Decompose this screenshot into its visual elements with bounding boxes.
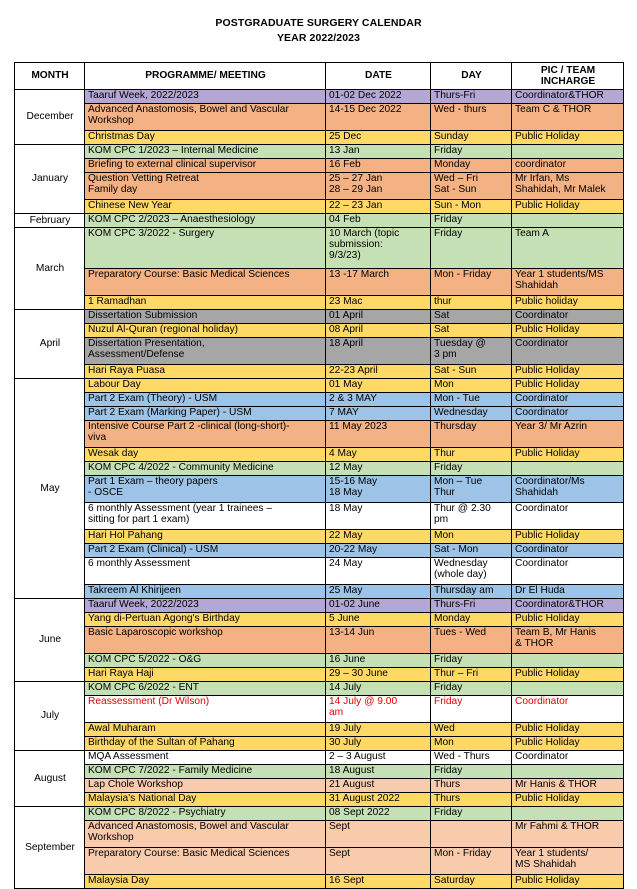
day-cell: Wednesday (whole day): [431, 558, 512, 585]
table-row: [15, 807, 624, 821]
table-row: [15, 530, 624, 544]
table-row: [15, 793, 624, 807]
date-cell: 18 April: [326, 338, 431, 365]
table-row: [15, 627, 624, 654]
table-row: [15, 393, 624, 407]
programme-cell: Dissertation Presentation, Assessment/Defense: [85, 338, 326, 365]
day-cell: Mon – Tue Thur: [431, 476, 512, 503]
programme-cell: Reassessment (Dr Wilson): [85, 696, 326, 723]
pic-cell: Mr Hanis & THOR: [512, 779, 624, 793]
table-row: [15, 751, 624, 765]
day-cell: Sunday: [431, 131, 512, 145]
month-cell: December: [15, 90, 85, 145]
pic-cell: Coordinator: [512, 310, 624, 324]
programme-cell: Taaruf Week, 2022/2023: [85, 90, 326, 104]
calendar-body: [15, 90, 624, 889]
programme-cell: Lap Chole Workshop: [85, 779, 326, 793]
pic-cell: [512, 765, 624, 779]
day-cell: Thur: [431, 448, 512, 462]
month-cell: May: [15, 379, 85, 599]
table-row: [15, 654, 624, 668]
pic-cell: [512, 654, 624, 668]
date-cell: 13 -17 March: [326, 269, 431, 296]
day-cell: Mon: [431, 530, 512, 544]
programme-cell: KOM CPC 4/2022 - Community Medicine: [85, 462, 326, 476]
date-cell: 10 March (topic submission: 9/3/23): [326, 228, 431, 269]
table-row: [15, 599, 624, 613]
day-cell: Sun - Mon: [431, 200, 512, 214]
date-cell: 23 Mac: [326, 296, 431, 310]
pic-cell: Public Holiday: [512, 737, 624, 751]
table-row: [15, 228, 624, 269]
date-cell: 2 & 3 MAY: [326, 393, 431, 407]
programme-cell: 6 monthly Assessment: [85, 558, 326, 585]
day-cell: Mon - Tue: [431, 393, 512, 407]
table-row: [15, 296, 624, 310]
date-cell: 08 April: [326, 324, 431, 338]
day-cell: Friday: [431, 228, 512, 269]
day-cell: Mon - Friday: [431, 269, 512, 296]
programme-cell: Advanced Anastomosis, Bowel and Vascular Workshop: [85, 104, 326, 131]
day-cell: Friday: [431, 654, 512, 668]
day-cell: Friday: [431, 807, 512, 821]
pic-cell: Mr Fahmi & THOR: [512, 821, 624, 848]
programme-cell: Birthday of the Sultan of Pahang: [85, 737, 326, 751]
day-cell: Mon: [431, 379, 512, 393]
pic-cell: [512, 462, 624, 476]
programme-cell: Awal Muharam: [85, 723, 326, 737]
pic-cell: Public Holiday: [512, 448, 624, 462]
day-cell: Mon - Friday: [431, 848, 512, 875]
programme-cell: Question Vetting Retreat Family day: [85, 173, 326, 200]
header-programme: PROGRAMME/ MEETING: [85, 63, 326, 90]
table-row: [15, 682, 624, 696]
date-cell: 14 July @ 9.00 am: [326, 696, 431, 723]
pic-cell: coordinator: [512, 159, 624, 173]
table-row: [15, 407, 624, 421]
day-cell: Thur @ 2.30 pm: [431, 503, 512, 530]
pic-cell: Public Holiday: [512, 530, 624, 544]
pic-cell: [512, 145, 624, 159]
date-cell: 12 May: [326, 462, 431, 476]
day-cell: Thur – Fri: [431, 668, 512, 682]
programme-cell: Hari Raya Haji: [85, 668, 326, 682]
pic-cell: Year 1 students/MS Shahidah: [512, 269, 624, 296]
pic-cell: Coordinator/Ms Shahidah: [512, 476, 624, 503]
programme-cell: Basic Laparoscopic workshop: [85, 627, 326, 654]
pic-cell: Public Holiday: [512, 131, 624, 145]
programme-cell: Taaruf Week, 2022/2023: [85, 599, 326, 613]
date-cell: 7 MAY: [326, 407, 431, 421]
day-cell: Friday: [431, 214, 512, 228]
programme-cell: Preparatory Course: Basic Medical Sciences: [85, 848, 326, 875]
table-row: [15, 585, 624, 599]
day-cell: Sat: [431, 324, 512, 338]
programme-cell: Malaysia's National Day: [85, 793, 326, 807]
date-cell: 16 Sept: [326, 875, 431, 889]
pic-cell: Public Holiday: [512, 793, 624, 807]
table-row: [15, 145, 624, 159]
date-cell: 18 August: [326, 765, 431, 779]
pic-cell: Coordinator&THOR: [512, 90, 624, 104]
pic-cell: Coordinator: [512, 393, 624, 407]
table-row: [15, 365, 624, 379]
pic-cell: Year 3/ Mr Azrin: [512, 421, 624, 448]
date-cell: 04 Feb: [326, 214, 431, 228]
date-cell: 22-23 April: [326, 365, 431, 379]
programme-cell: Advanced Anastomosis, Bowel and Vascular Workshop: [85, 821, 326, 848]
date-cell: 24 May: [326, 558, 431, 585]
table-row: [15, 200, 624, 214]
month-cell: January: [15, 145, 85, 214]
pic-cell: Coordinator: [512, 696, 624, 723]
programme-cell: KOM CPC 6/2022 - ENT: [85, 682, 326, 696]
day-cell: Tues - Wed: [431, 627, 512, 654]
pic-cell: Public holiday: [512, 296, 624, 310]
table-row: [15, 779, 624, 793]
header-month: MONTH: [15, 63, 85, 90]
programme-cell: KOM CPC 7/2022 - Family Medicine: [85, 765, 326, 779]
programme-cell: Malaysia Day: [85, 875, 326, 889]
date-cell: 01-02 Dec 2022: [326, 90, 431, 104]
date-cell: 16 Feb: [326, 159, 431, 173]
programme-cell: Briefing to external clinical supervisor: [85, 159, 326, 173]
month-cell: August: [15, 751, 85, 807]
pic-cell: Team B, Mr Hanis & THOR: [512, 627, 624, 654]
programme-cell: Dissertation Submission: [85, 310, 326, 324]
pic-cell: Public Holiday: [512, 200, 624, 214]
date-cell: 25 Dec: [326, 131, 431, 145]
date-cell: 14-15 Dec 2022: [326, 104, 431, 131]
day-cell: Thurs-Fri: [431, 90, 512, 104]
date-cell: 16 June: [326, 654, 431, 668]
programme-cell: Part 2 Exam (Clinical) - USM: [85, 544, 326, 558]
date-cell: 22 May: [326, 530, 431, 544]
day-cell: Friday: [431, 696, 512, 723]
table-row: [15, 131, 624, 145]
programme-cell: MQA Assessment: [85, 751, 326, 765]
day-cell: Friday: [431, 145, 512, 159]
programme-cell: Preparatory Course: Basic Medical Sciences: [85, 269, 326, 296]
date-cell: 08 Sept 2022: [326, 807, 431, 821]
date-cell: 25 May: [326, 585, 431, 599]
table-row: [15, 765, 624, 779]
programme-cell: Intensive Course Part 2 -clinical (long-short)- viva: [85, 421, 326, 448]
date-cell: 25 – 27 Jan 28 – 29 Jan: [326, 173, 431, 200]
pic-cell: Public Holiday: [512, 723, 624, 737]
day-cell: Mon: [431, 737, 512, 751]
table-row: [15, 821, 624, 848]
programme-cell: Part 1 Exam – theory papers - OSCE: [85, 476, 326, 503]
date-cell: 21 August: [326, 779, 431, 793]
table-row: [15, 379, 624, 393]
date-cell: Sept: [326, 821, 431, 848]
table-row: [15, 875, 624, 889]
date-cell: 13 Jan: [326, 145, 431, 159]
pic-cell: Public Holiday: [512, 668, 624, 682]
calendar-year: YEAR 2022/2023: [276, 32, 361, 44]
pic-cell: [512, 214, 624, 228]
day-cell: Thurs-Fri: [431, 599, 512, 613]
table-row: [15, 448, 624, 462]
table-row: [15, 476, 624, 503]
date-cell: 18 May: [326, 503, 431, 530]
header-date: DATE: [326, 63, 431, 90]
header-day: DAY: [431, 63, 512, 90]
day-cell: Monday: [431, 613, 512, 627]
programme-cell: Hari Raya Puasa: [85, 365, 326, 379]
programme-cell: Hari Hol Pahang: [85, 530, 326, 544]
date-cell: 19 July: [326, 723, 431, 737]
day-cell: Friday: [431, 765, 512, 779]
pic-cell: Team A: [512, 228, 624, 269]
programme-cell: Part 2 Exam (Marking Paper) - USM: [85, 407, 326, 421]
date-cell: Sept: [326, 848, 431, 875]
pic-cell: Coordinator: [512, 338, 624, 365]
pic-cell: Team C & THOR: [512, 104, 624, 131]
programme-cell: KOM CPC 5/2022 - O&G: [85, 654, 326, 668]
programme-cell: Yang di-Pertuan Agong's Birthday: [85, 613, 326, 627]
date-cell: 30 July: [326, 737, 431, 751]
day-cell: Sat: [431, 310, 512, 324]
programme-cell: Part 2 Exam (Theory) - USM: [85, 393, 326, 407]
date-cell: 22 – 23 Jan: [326, 200, 431, 214]
programme-cell: Christmas Day: [85, 131, 326, 145]
table-row: [15, 668, 624, 682]
day-cell: Wed - thurs: [431, 104, 512, 131]
pic-cell: Coordinator: [512, 751, 624, 765]
day-cell: Sat - Mon: [431, 544, 512, 558]
header-pic: PIC / TEAM INCHARGE: [512, 63, 624, 90]
table-row: [15, 848, 624, 875]
pic-cell: Public Holiday: [512, 875, 624, 889]
date-cell: 11 May 2023: [326, 421, 431, 448]
day-cell: Monday: [431, 159, 512, 173]
month-cell: September: [15, 807, 85, 889]
pic-cell: Mr Irfan, Ms Shahidah, Mr Malek: [512, 173, 624, 200]
table-row: [15, 338, 624, 365]
table-row: [15, 90, 624, 104]
day-cell: Tuesday @ 3 pm: [431, 338, 512, 365]
date-cell: 20-22 May: [326, 544, 431, 558]
day-cell: Friday: [431, 682, 512, 696]
table-row: [15, 173, 624, 200]
day-cell: [431, 821, 512, 848]
table-row: [15, 503, 624, 530]
date-cell: 31 August 2022: [326, 793, 431, 807]
date-cell: 5 June: [326, 613, 431, 627]
header-row: [15, 63, 624, 90]
table-row: [15, 558, 624, 585]
date-cell: 29 – 30 June: [326, 668, 431, 682]
programme-cell: 1 Ramadhan: [85, 296, 326, 310]
table-row: [15, 462, 624, 476]
programme-cell: KOM CPC 1/2023 – Internal Medicine: [85, 145, 326, 159]
pic-cell: Public Holiday: [512, 365, 624, 379]
pic-cell: [512, 807, 624, 821]
table-row: [15, 723, 624, 737]
pic-cell: [512, 682, 624, 696]
date-cell: 01-02 June: [326, 599, 431, 613]
day-cell: Saturday: [431, 875, 512, 889]
table-row: [15, 544, 624, 558]
date-cell: 4 May: [326, 448, 431, 462]
day-cell: Thursday: [431, 421, 512, 448]
pic-cell: Coordinator&THOR: [512, 599, 624, 613]
table-row: [15, 310, 624, 324]
month-cell: February: [15, 214, 85, 228]
programme-cell: Wesak day: [85, 448, 326, 462]
table-row: [15, 269, 624, 296]
programme-cell: 6 monthly Assessment (year 1 trainees – sitting for part 1 exam): [85, 503, 326, 530]
programme-cell: Takreem Al Khirijeen: [85, 585, 326, 599]
date-cell: 14 July: [326, 682, 431, 696]
day-cell: Wed – Fri Sat - Sun: [431, 173, 512, 200]
table-row: [15, 104, 624, 131]
date-cell: 13-14 Jun: [326, 627, 431, 654]
day-cell: Friday: [431, 462, 512, 476]
month-cell: June: [15, 599, 85, 682]
date-cell: 01 April: [326, 310, 431, 324]
day-cell: Wednesday: [431, 407, 512, 421]
day-cell: Wed - Thurs: [431, 751, 512, 765]
programme-cell: Nuzul Al-Quran (regional holiday): [85, 324, 326, 338]
month-cell: July: [15, 682, 85, 751]
day-cell: Thurs: [431, 793, 512, 807]
pic-cell: Coordinator: [512, 558, 624, 585]
table-row: [15, 214, 624, 228]
table-row: [15, 737, 624, 751]
pic-cell: Coordinator: [512, 544, 624, 558]
day-cell: Wed: [431, 723, 512, 737]
table-row: [15, 421, 624, 448]
pic-cell: Public Holiday: [512, 324, 624, 338]
pic-cell: Dr El Huda: [512, 585, 624, 599]
table-row: [15, 613, 624, 627]
calendar-title: POSTGRADUATE SURGERY CALENDAR: [215, 17, 422, 29]
pic-cell: Year 1 students/ MS Shahidah: [512, 848, 624, 875]
day-cell: Sat - Sun: [431, 365, 512, 379]
date-cell: 01 May: [326, 379, 431, 393]
table-row: [15, 696, 624, 723]
pic-cell: Public Holiday: [512, 613, 624, 627]
pic-cell: Coordinator: [512, 407, 624, 421]
programme-cell: KOM CPC 8/2022 - Psychiatry: [85, 807, 326, 821]
programme-cell: KOM CPC 3/2022 - Surgery: [85, 228, 326, 269]
pic-cell: Public Holiday: [512, 379, 624, 393]
day-cell: Thursday am: [431, 585, 512, 599]
day-cell: Thurs: [431, 779, 512, 793]
pic-cell: Coordinator: [512, 503, 624, 530]
date-cell: 2 – 3 August: [326, 751, 431, 765]
programme-cell: Chinese New Year: [85, 200, 326, 214]
calendar-table: [14, 62, 624, 889]
month-cell: April: [15, 310, 85, 379]
month-cell: March: [15, 228, 85, 310]
programme-cell: Labour Day: [85, 379, 326, 393]
programme-cell: KOM CPC 2/2023 – Anaesthesiology: [85, 214, 326, 228]
table-row: [15, 324, 624, 338]
date-cell: 15-16 May 18 May: [326, 476, 431, 503]
table-row: [15, 159, 624, 173]
day-cell: thur: [431, 296, 512, 310]
